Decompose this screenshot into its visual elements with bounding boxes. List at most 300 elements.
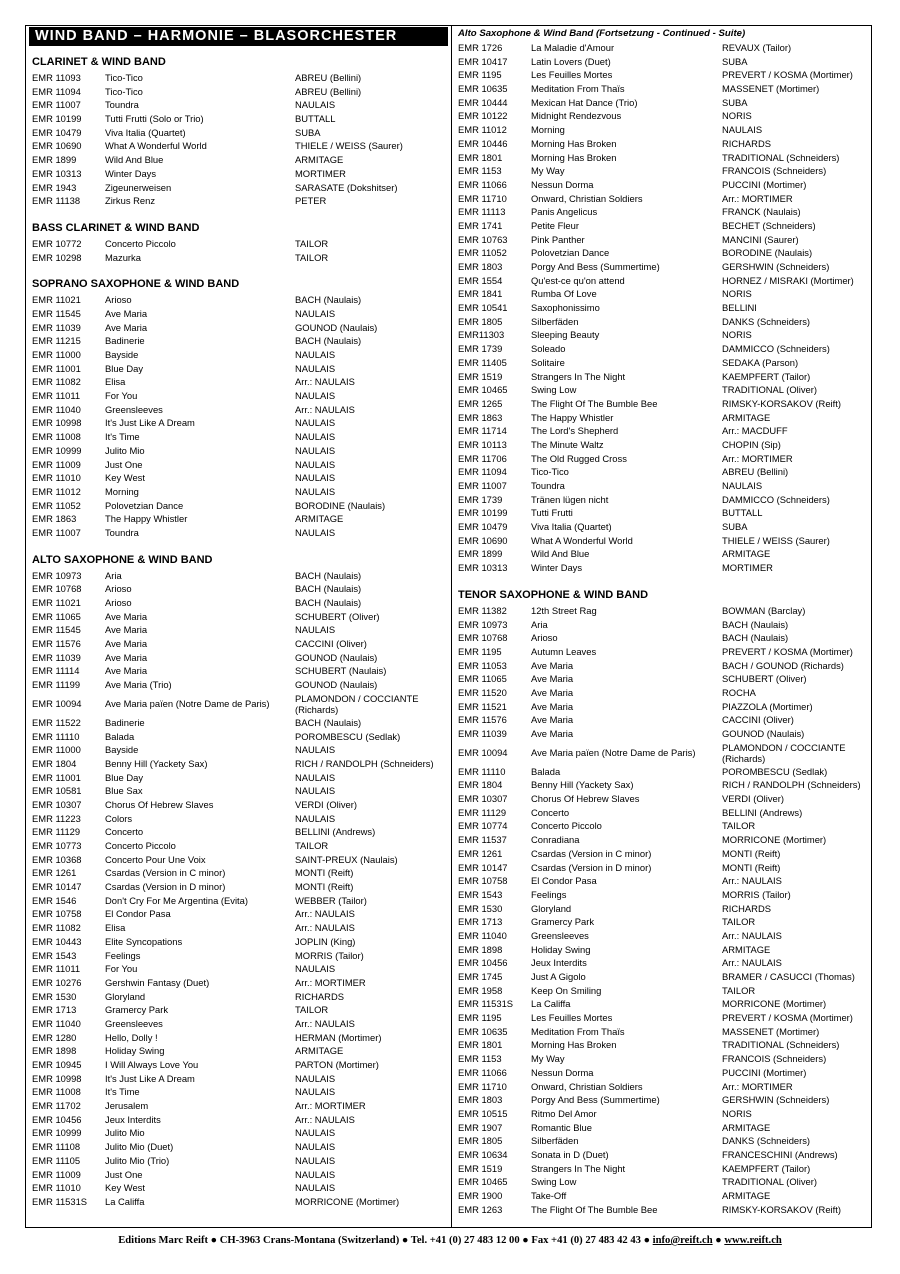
catalog-number: EMR 10113 [458,438,507,450]
catalog-entry [29,935,448,949]
piece-title: Just A Gigolo [531,971,586,982]
catalog-entry [29,112,448,126]
composer-arranger: NAULAIS [295,771,336,783]
catalog-number: EMR 11576 [458,714,507,726]
catalog-number: EMR 11223 [32,812,81,824]
composer-arranger: BACH (Naulais) [295,716,362,728]
piece-title: Julito Mio [105,1127,145,1139]
catalog-number: EMR 11011 [32,390,81,402]
composer-arranger: SARASATE (Dokshitser) [295,181,398,193]
catalog-number: EMR 1530 [32,990,77,1002]
catalog-entry [455,1134,869,1148]
piece-title: For You [105,390,138,402]
composer-arranger: CHOPIN (Sip) [722,438,781,450]
composer-arranger: Arr.: NAULAIS [295,1113,355,1125]
catalog-number: EMR 11007 [32,526,81,538]
catalog-entry [455,411,869,425]
catalog-number: EMR 10307 [458,793,508,805]
catalog-number: EMR 10690 [458,534,508,546]
catalog-entry [455,1175,869,1189]
catalog-entry [29,126,448,140]
piece-title: Winter Days [531,562,583,574]
catalog-number: EMR 1899 [32,154,77,166]
left-column [29,27,448,1209]
catalog-entry [29,692,448,716]
catalog-entry [455,547,869,561]
catalog-entry [29,582,448,596]
catalog-number: EMR 11082 [32,922,81,934]
catalog-entry [29,610,448,624]
catalog-number: EMR 10094 [458,747,508,759]
piece-title: Strangers In The Night [531,370,626,382]
catalog-number: EMR 11040 [458,929,507,941]
catalog-entry [29,1154,448,1168]
catalog-entry [455,465,869,479]
catalog-entry [29,771,448,785]
footer-address: Editions Marc Reift ● CH-3963 Crans-Montana (Switzerland) ● Tel. +41 (0) 27 483 12 00 ● Fax +41 (0) 27 483 42 43 ● [118,1235,653,1246]
catalog-entry [29,1058,448,1072]
catalog-number: EMR 10446 [458,137,508,149]
piece-title: Gloryland [531,902,572,914]
piece-title: Concerto Piccolo [531,820,602,832]
catalog-entry [29,389,448,403]
catalog-number: EMR 10417 [458,55,508,67]
piece-title: Latin Lovers (Duet) [531,55,611,67]
catalog-entry [455,534,869,548]
catalog-entry [29,307,448,321]
catalog-number: EMR 1530 [458,902,503,914]
composer-arranger: NAULAIS [295,1168,336,1180]
footer-web-link[interactable]: www.reift.ch [724,1235,782,1246]
piece-title: Nessun Dorma [531,178,594,190]
piece-title: Concerto Piccolo [105,840,176,851]
section-gap [29,540,448,552]
catalog-number: EMR 11010 [32,1182,81,1194]
catalog-number: EMR 11520 [458,686,507,698]
catalog-entry [29,1113,448,1127]
composer-arranger: CACCINI (Oliver) [295,638,367,650]
composer-arranger: SUBA [722,55,748,67]
catalog-entry [29,730,448,744]
catalog-number: EMR 10945 [32,1059,82,1070]
piece-title: Winter Days [105,167,157,179]
composer-arranger: NORIS [722,1107,752,1119]
piece-title: Arioso [531,632,558,644]
catalog-number: EMR 1958 [458,984,503,996]
catalog-number: EMR 10758 [458,875,508,887]
catalog-entry [455,956,869,970]
catalog-entry [29,637,448,651]
catalog-entry [455,452,869,466]
catalog-number: EMR 1261 [458,847,503,859]
composer-arranger: NAULAIS [295,472,336,484]
catalog-entry [455,672,869,686]
catalog-number: EMR 11021 [32,294,81,306]
composer-arranger: GERSHWIN (Schneiders) [722,1094,830,1106]
catalog-number: EMR 1805 [458,315,503,327]
catalog-number: EMR 10773 [32,840,82,851]
catalog-number: EMR 1261 [32,867,77,879]
catalog-entry [455,493,869,507]
piece-title: Morning Has Broken [531,1039,617,1051]
catalog-number: EMR 10443 [32,935,82,947]
piece-title: Elisa [105,376,126,388]
composer-arranger: BRAMER / CASUCCI (Thomas) [722,971,855,982]
catalog-number: EMR 11714 [458,425,507,437]
catalog-number: EMR 11007 [32,99,81,111]
catalog-entry [455,741,869,765]
catalog-entry [455,287,869,301]
catalog-entry [29,569,448,583]
piece-title: Meditation From Thaïs [531,83,625,95]
catalog-entry [455,861,869,875]
catalog-number: EMR 10634 [458,1148,508,1160]
catalog-entry [29,596,448,610]
catalog-entry [455,1162,869,1176]
composer-arranger: MORRICONE (Mortimer) [295,1195,400,1207]
piece-title: Toundra [531,480,565,491]
piece-title: The Happy Whistler [105,513,188,525]
piece-title: Viva Italia (Quartet) [531,521,612,533]
catalog-number: EMR 1195 [458,1012,502,1024]
catalog-number: EMR 11039 [458,728,507,739]
composer-arranger: PREVERT / KOSMA (Mortimer) [722,69,853,81]
catalog-entry [29,444,448,458]
catalog-entry [29,237,448,251]
catalog-number: EMR 11040 [32,403,81,415]
composer-arranger: KAEMPFERT (Tailor) [722,1162,811,1174]
catalog-number: EMR 11522 [32,716,81,728]
composer-arranger: CACCINI (Oliver) [722,714,794,726]
piece-title: Morning Has Broken [531,137,617,149]
composer-arranger: BUTTALL [722,507,763,519]
piece-title: El Condor Pasa [531,875,597,887]
piece-title: Julito Mio [105,444,145,456]
catalog-entry [455,246,869,260]
composer-arranger: NAULAIS [295,1127,336,1139]
catalog-number: EMR11303 [458,329,505,341]
composer-arranger: TAILOR [722,820,756,832]
piece-title: Blue Day [105,771,144,783]
composer-arranger: ARMITAGE [722,1190,771,1201]
piece-title: The Old Rugged Cross [531,452,627,464]
piece-title: Badinerie [105,335,145,347]
piece-title: La Califfa [105,1195,145,1207]
catalog-entry [455,328,869,342]
piece-title: Feelings [105,949,141,961]
catalog-number: EMR 11008 [32,1086,81,1098]
piece-title: Holiday Swing [105,1045,165,1057]
catalog-number: EMR 10758 [32,908,82,920]
entry-list [29,71,448,208]
composer-arranger: DAMMICCO (Schneiders) [722,343,830,355]
composer-arranger: Arr.: NAULAIS [295,376,355,388]
catalog-number: EMR 11405 [458,356,507,368]
composer-arranger: RICH / RANDOLPH (Schneiders) [295,757,434,769]
catalog-number: EMR 11021 [32,597,81,608]
composer-arranger: Arr.: NAULAIS [722,957,782,969]
composer-arranger: BORODINE (Naulais) [295,499,386,511]
catalog-entry [29,153,448,167]
piece-title: Ave Maria [105,321,148,333]
composer-arranger: BACH / GOUNOD (Richards) [722,659,844,671]
catalog-number: EMR 10768 [32,583,82,595]
composer-arranger: DANKS (Schneiders) [722,1135,811,1147]
composer-arranger: NAULAIS [295,1072,336,1084]
composer-arranger: Arr.: NAULAIS [295,403,355,415]
composer-arranger: MASSENET (Mortimer) [722,1025,820,1037]
composer-arranger: TAILOR [295,1004,329,1016]
catalog-entry [29,921,448,935]
piece-title: Onward, Christian Soldiers [531,192,643,204]
catalog-number: EMR 10307 [32,798,82,810]
piece-title: Hello, Dolly ! [105,1031,158,1043]
piece-title: Bayside [105,349,139,360]
piece-title: Greensleeves [105,1017,163,1029]
piece-title: Elite Syncopations [105,935,183,947]
composer-arranger: GOUNOD (Naulais) [722,728,805,739]
composer-arranger: MORRICONE (Mortimer) [722,998,827,1010]
catalog-number: EMR 10199 [32,113,82,125]
catalog-number: EMR 11000 [32,349,81,360]
catalog-number: EMR 11094 [32,85,81,97]
catalog-number: EMR 1263 [458,1203,503,1215]
catalog-number: EMR 11094 [458,466,507,478]
composer-arranger: Arr.: NAULAIS [722,929,782,941]
composer-arranger: SCHUBERT (Oliver) [295,610,380,622]
composer-arranger: PARTON (Mortimer) [295,1059,379,1070]
catalog-entry [29,1031,448,1045]
catalog-number: EMR 1153 [458,1053,502,1065]
piece-title: The Flight Of The Bumble Bee [531,1203,658,1215]
composer-arranger: GOUNOD (Naulais) [295,651,378,663]
catalog-entry [29,623,448,637]
composer-arranger: BECHET (Schneiders) [722,219,816,231]
catalog-number: EMR 11053 [458,659,507,671]
catalog-number: EMR 1803 [458,261,503,272]
section-heading: ALTO SAXOPHONE & WIND BAND [32,553,213,566]
catalog-number: EMR 11007 [458,480,507,491]
piece-title: For You [105,963,138,975]
composer-arranger: ARMITAGE [295,513,344,525]
piece-title: Romantic Blue [531,1121,592,1133]
composer-arranger: SCHUBERT (Naulais) [295,665,387,677]
catalog-number: EMR 11093 [32,72,81,83]
catalog-number: EMR 10479 [32,126,82,138]
piece-title: Csardas (Version in D minor) [105,881,226,893]
catalog-number: EMR 1195 [458,645,502,657]
piece-title: Badinerie [105,716,145,728]
catalog-entry [455,438,869,452]
composer-arranger: RICHARDS [295,990,344,1002]
piece-title: Ave Maria [105,638,148,650]
catalog-entry [455,109,869,123]
catalog-entry [29,416,448,430]
composer-arranger: Arr.: NAULAIS [295,1017,355,1029]
composer-arranger: BACH (Naulais) [722,632,789,644]
catalog-number: EMR 1543 [458,888,503,900]
piece-title: It's Just Like A Dream [105,1072,195,1084]
composer-arranger: BACH (Naulais) [295,583,362,595]
piece-title: Key West [105,472,145,484]
catalog-number: EMR 11008 [32,431,81,443]
catalog-number: EMR 11215 [32,335,81,347]
catalog-number: EMR 11531S [458,998,514,1010]
catalog-number: EMR 11545 [32,624,81,636]
catalog-entry [29,526,448,540]
piece-title: Pink Panther [531,233,585,245]
catalog-number: EMR 11114 [32,665,80,677]
catalog-number: EMR 1519 [458,370,503,382]
catalog-entry [455,874,869,888]
catalog-entry [29,743,448,757]
composer-arranger: TRADITIONAL (Oliver) [722,1176,817,1188]
catalog-entry [29,907,448,921]
catalog-entry [455,645,869,659]
piece-title: Ave Maria païen (Notre Dame de Paris) [531,747,696,759]
composer-arranger: BUTTALL [295,113,336,125]
catalog-number: EMR 11009 [32,1168,81,1180]
composer-arranger: BACH (Naulais) [295,569,362,581]
catalog-entry [29,894,448,908]
catalog-number: EMR 11105 [32,1154,81,1166]
composer-arranger: DAMMICCO (Schneiders) [722,493,830,505]
composer-arranger: NAULAIS [295,485,336,497]
catalog-number: EMR 10772 [32,237,82,249]
composer-arranger: SEDAKA (Parson) [722,356,799,368]
catalog-number: EMR 1841 [458,288,503,300]
catalog-number: EMR 11382 [458,604,507,616]
composer-arranger: GOUNOD (Naulais) [295,679,378,691]
piece-title: Holiday Swing [531,943,591,955]
catalog-entry [455,1038,869,1052]
catalog-entry [455,806,869,820]
catalog-number: EMR 10444 [458,96,508,108]
composer-arranger: NORIS [722,110,752,122]
piece-title: Concerto Pour Une Voix [105,853,206,865]
piece-title: Toundra [105,526,139,538]
catalog-number: EMR 10581 [32,785,82,797]
piece-title: Just One [105,458,143,470]
piece-title: Rumba Of Love [531,288,597,300]
section-heading: BASS CLARINET & WIND BAND [32,221,200,234]
catalog-entry [29,812,448,826]
composer-arranger: HERMAN (Mortimer) [295,1031,382,1043]
catalog-entry [455,765,869,779]
catalog-entry [29,664,448,678]
catalog-number: EMR 1726 [458,42,503,53]
composer-arranger: SUBA [722,96,748,108]
piece-title: Ave Maria païen (Notre Dame de Paris) [105,698,270,710]
catalog-banner: WIND BAND – HARMONIE – BLASORCHESTER [29,27,448,46]
composer-arranger: NAULAIS [295,1086,336,1098]
catalog-entry [455,192,869,206]
piece-title: Gershwin Fantasy (Duet) [105,976,210,988]
composer-arranger: Arr.: NAULAIS [295,908,355,920]
piece-title: Conradiana [531,834,580,846]
piece-title: Just One [105,1168,143,1180]
piece-title: Tico-Tico [531,466,569,478]
composer-arranger: REVAUX (Tailor) [722,42,792,53]
catalog-entry [455,164,869,178]
catalog-entry [455,778,869,792]
composer-arranger: MONTI (Reift) [295,881,354,893]
catalog-entry [455,370,869,384]
catalog-number: EMR 11702 [32,1100,81,1112]
section-gap [29,264,448,276]
piece-title: Csardas (Version in C minor) [105,867,226,879]
piece-title: Concerto [105,826,144,838]
piece-title: Ave Maria [531,700,574,712]
piece-title: Greensleeves [105,403,163,415]
catalog-number: EMR 1900 [458,1190,503,1201]
composer-arranger: Arr.: MORTIMER [722,1080,793,1092]
catalog-entry [29,1017,448,1031]
catalog-entry [455,1203,869,1217]
piece-title: Polovetzian Dance [105,499,184,511]
piece-title: Csardas (Version in C minor) [531,847,652,859]
catalog-number: EMR 10199 [458,507,508,519]
composer-arranger: THIELE / WEISS (Saurer) [722,534,830,546]
footer-email-link[interactable]: info@reift.ch [652,1235,713,1246]
composer-arranger: NAULAIS [722,480,763,491]
catalog-number: EMR 11012 [32,485,81,497]
composer-arranger: MASSENET (Mortimer) [722,83,820,95]
composer-arranger: NAULAIS [295,417,336,429]
entry-list [29,293,448,539]
composer-arranger: NAULAIS [295,99,336,111]
catalog-number: EMR 11065 [458,673,507,685]
catalog-number: EMR 1543 [32,949,77,961]
catalog-entry [29,362,448,376]
catalog-number: EMR 10973 [32,569,82,581]
piece-title: Bayside [105,744,139,756]
composer-arranger: MORTIMER [295,167,346,179]
piece-title: Balada [105,730,135,742]
catalog-entry [455,260,869,274]
composer-arranger: NAULAIS [295,744,336,756]
piece-title: Aria [105,569,122,581]
piece-title: Les Feuilles Mortes [531,69,613,81]
catalog-entry [455,82,869,96]
catalog-entry [455,520,869,534]
catalog-entry [455,631,869,645]
catalog-entry [455,397,869,411]
piece-title: Arioso [105,597,132,608]
catalog-entry [455,819,869,833]
piece-title: Key West [105,1182,145,1194]
catalog-number: EMR 11082 [32,376,81,388]
catalog-entry [455,1011,869,1025]
composer-arranger: PLAMONDON / COCCIANTE (Richards) [295,692,419,715]
piece-title: Strangers In The Night [531,1162,626,1174]
right-column [455,27,869,1216]
piece-title: Gloryland [105,990,146,1002]
catalog-number: EMR 11066 [458,178,507,190]
catalog-number: EMR 11052 [32,499,81,511]
composer-arranger: NORIS [722,329,752,341]
catalog-entry [455,970,869,984]
piece-title: Ave Maria [105,610,148,622]
catalog-entry [29,990,448,1004]
catalog-number: EMR 10768 [458,632,508,644]
catalog-number: EMR 11040 [32,1017,81,1029]
composer-arranger: PIAZZOLA (Mortimer) [722,700,813,712]
composer-arranger: TAILOR [295,251,329,263]
catalog-entry [29,430,448,444]
catalog-number: EMR 1898 [32,1045,77,1057]
composer-arranger: TRADITIONAL (Oliver) [722,384,817,396]
